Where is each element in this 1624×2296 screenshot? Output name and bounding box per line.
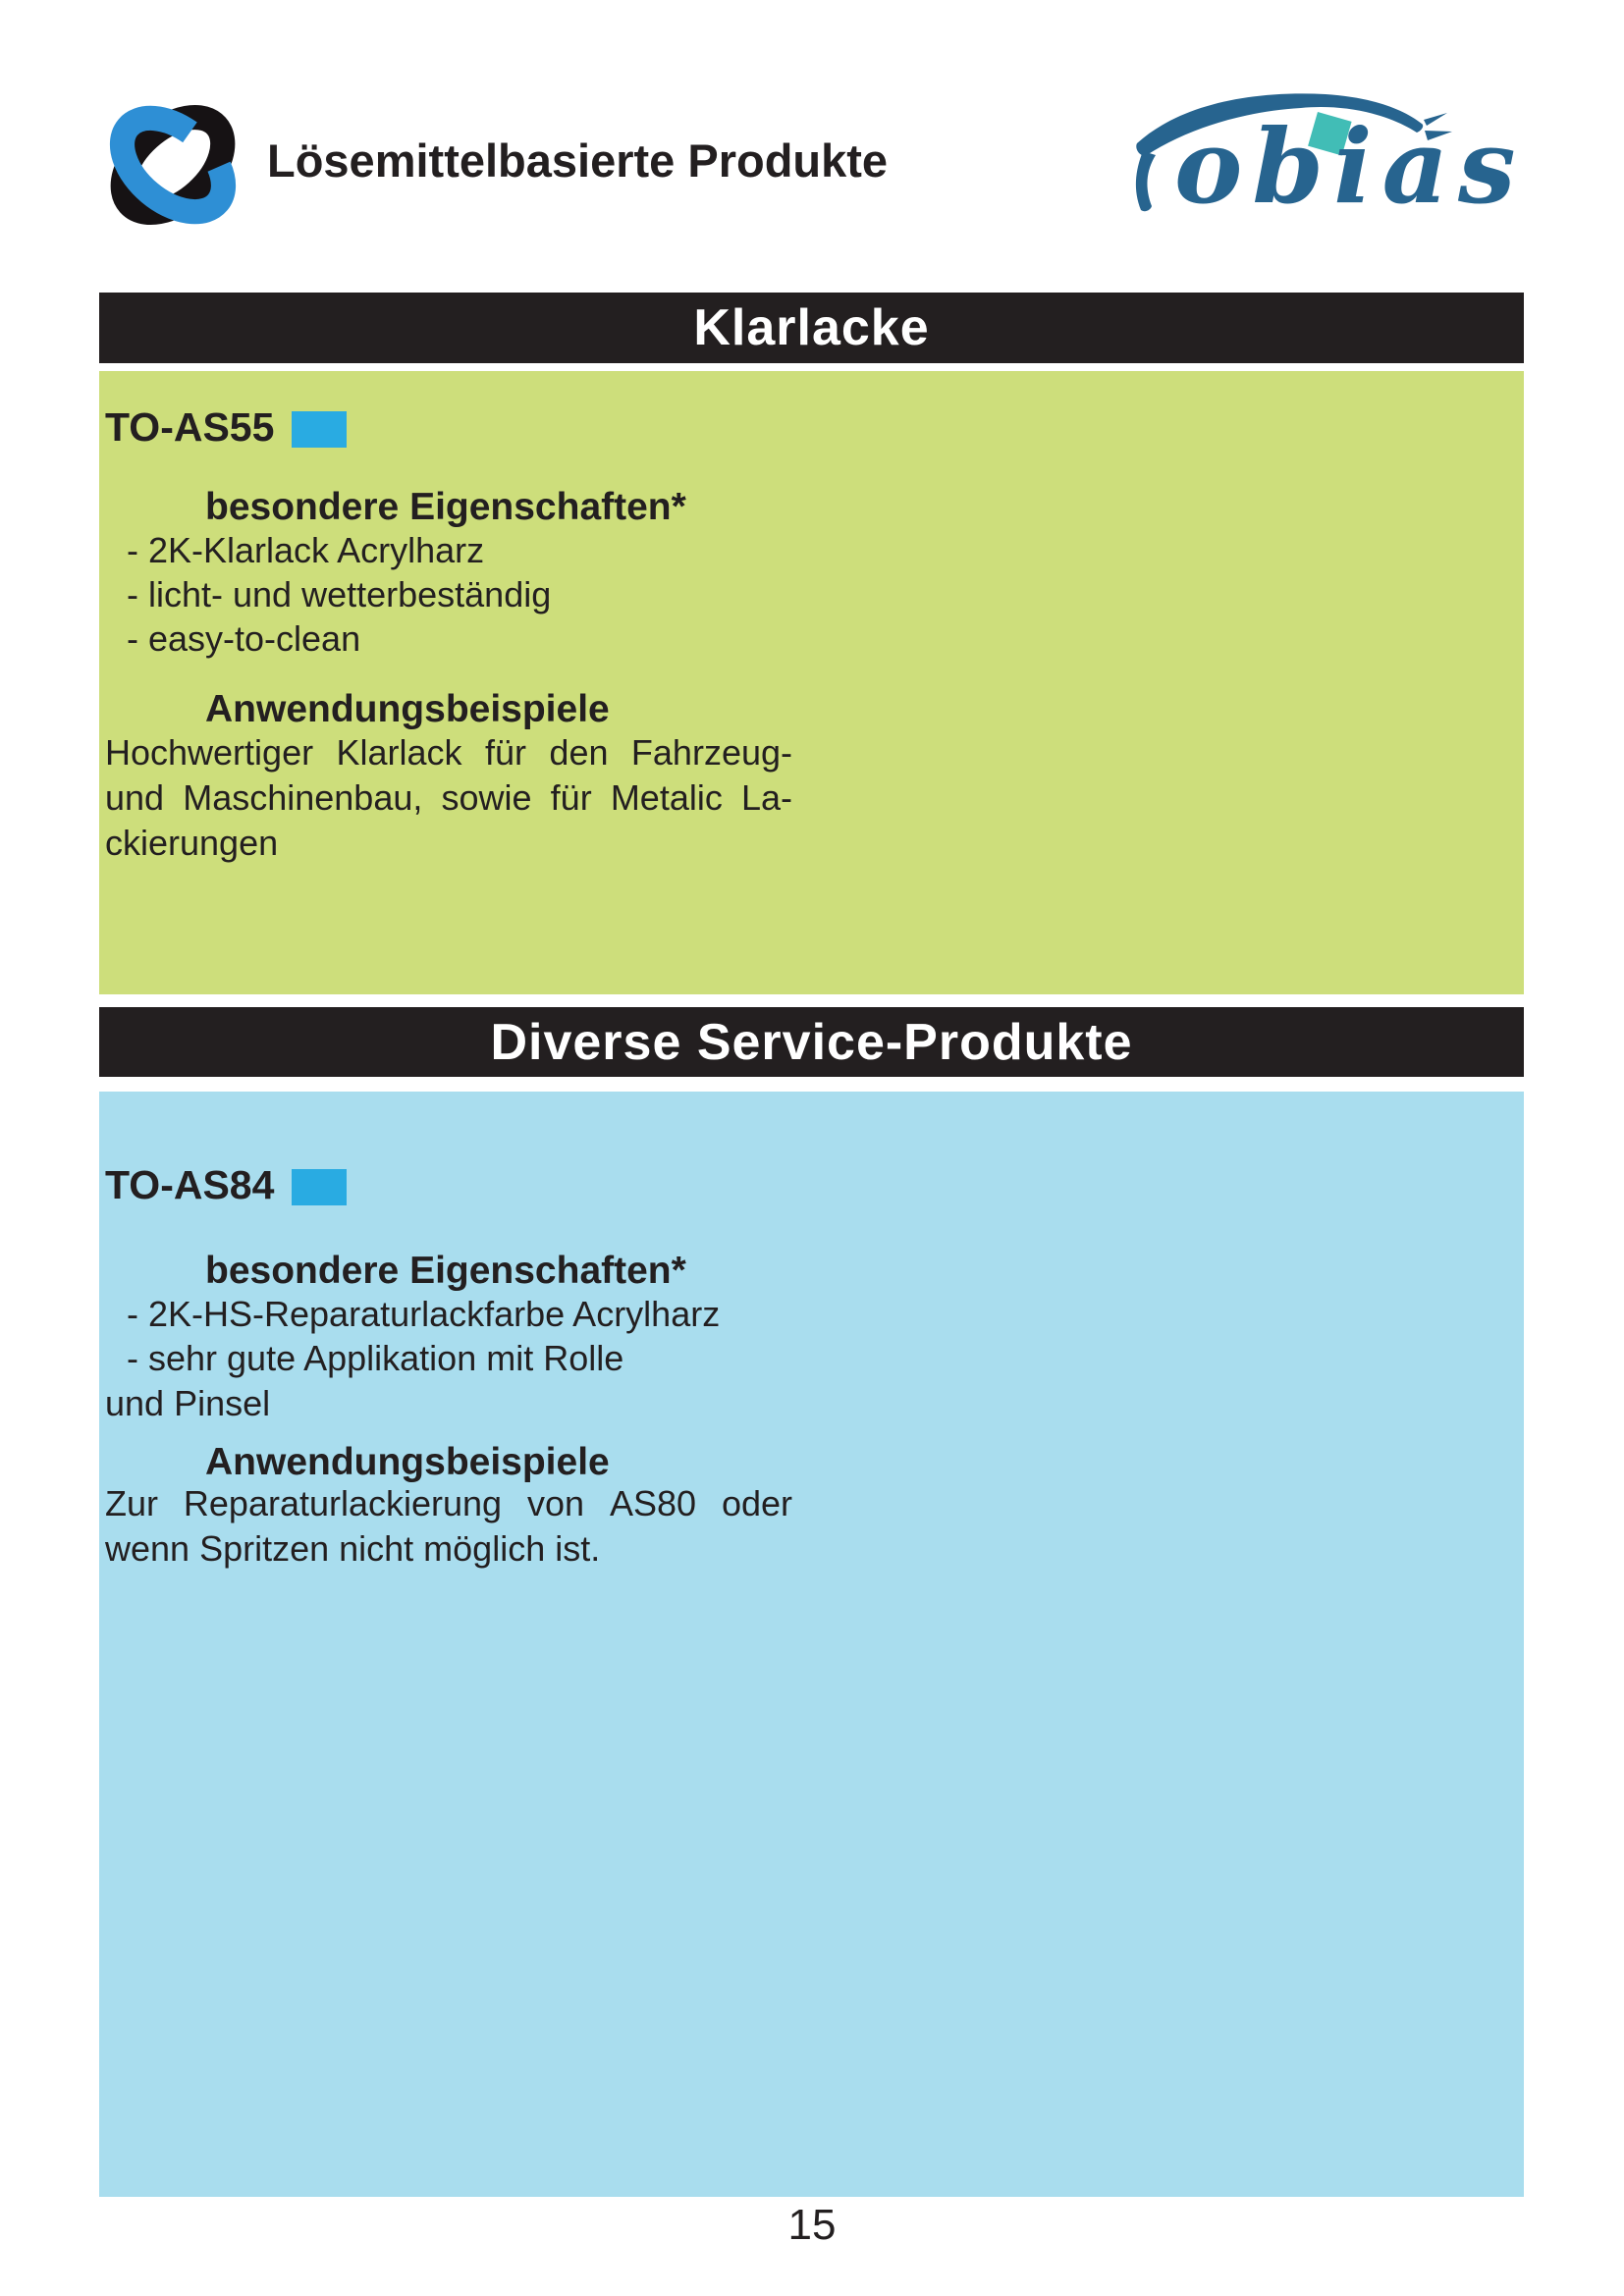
company-logo-mark-icon (90, 86, 255, 243)
section-title: Klarlacke (693, 299, 930, 356)
features-heading: besondere Eigenschaften* (205, 486, 686, 528)
brand-script-text: obias (1174, 106, 1526, 227)
product-code-row (105, 1162, 347, 1208)
features-list (127, 528, 551, 661)
applications-text (105, 730, 792, 866)
applications-line: Hochwertiger Klarlack für den Fahrzeug- (105, 732, 792, 773)
product-code-row (105, 404, 347, 451)
feature-item: - 2K-Klarlack Acrylharz (127, 530, 485, 570)
product-code: TO-AS55 (105, 404, 275, 450)
applications-heading: Anwendungsbeispiele (205, 1441, 610, 1483)
color-swatch (292, 1169, 347, 1205)
feature-item: - licht- und wetterbeständig (127, 574, 552, 614)
feature-continuation: und Pinsel (105, 1383, 271, 1423)
section-panel-service-produkte (99, 1092, 1524, 2197)
features-heading: besondere Eigenschaften* (205, 1250, 686, 1292)
feature-item: - 2K-HS-Reparaturlackfarbe Acrylharz (127, 1294, 721, 1334)
applications-line: Zur Reparaturlackierung von AS80 oder (105, 1483, 792, 1523)
page-number: 15 (787, 2201, 837, 2249)
feature-item: - sehr gute Applikation mit Rolle (127, 1338, 624, 1378)
section-title: Diverse Service-Produkte (490, 1013, 1133, 1071)
section-panel-klarlacke (99, 371, 1524, 994)
product-code: TO-AS84 (105, 1162, 275, 1207)
page-title: Lösemittelbasierte Produkte (267, 134, 889, 187)
color-swatch (292, 411, 347, 448)
feature-item: - easy-to-clean (127, 618, 361, 659)
applications-heading: Anwendungsbeispiele (205, 688, 610, 730)
applications-line: wenn Spritzen nicht möglich ist. (105, 1528, 601, 1569)
section-title-bar-klarlacke (99, 293, 1524, 363)
tobias-brand-logo (1129, 84, 1542, 227)
applications-line: ckierungen (105, 823, 279, 863)
section-title-bar-service-produkte (99, 1007, 1524, 1077)
applications-text (105, 1481, 792, 1572)
features-list (127, 1292, 720, 1380)
applications-line: und Maschinenbau, sowie für Metalic La- (105, 777, 792, 818)
